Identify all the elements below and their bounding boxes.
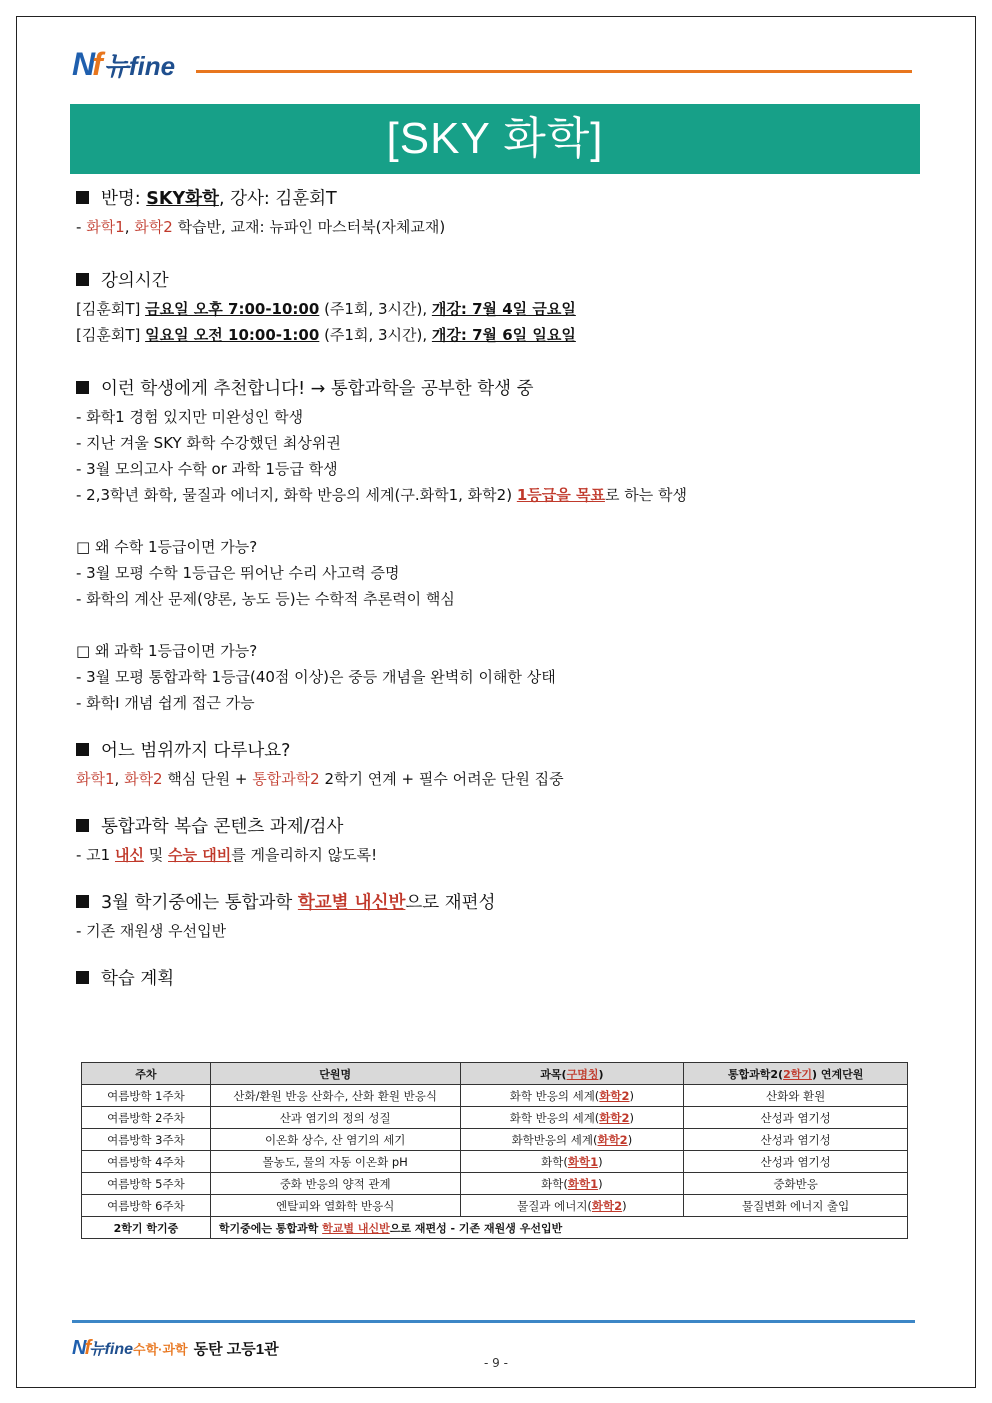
table-header-row <box>82 1063 908 1085</box>
unit-cell: 산화/환원 반응 산화수, 산화 환원 반응식 <box>210 1085 460 1107</box>
subject-cell: 화학반응의 세계(화학2) <box>460 1129 684 1151</box>
table-row <box>82 1129 908 1151</box>
schedule-row-sunday: [김훈회T] 일요일 오전 10:00-1:00 (주1회, 3시간), 개강: 7월 6일 일요일 <box>76 326 576 344</box>
subject-cell: 화학 반응의 세계(화학2) <box>460 1085 684 1107</box>
list-item: - 3월 모평 수학 1등급은 뛰어난 수리 사고력 증명 <box>76 564 400 582</box>
table-row <box>82 1173 908 1195</box>
list-item: - 지난 겨울 SKY 화학 수강했던 최상위권 <box>76 434 341 452</box>
science-reason-heading: □ 왜 과학 1등급이면 가능? <box>76 642 258 660</box>
col-header-week: 주차 <box>82 1063 211 1085</box>
subject-cell: 화학 반응의 세계(화학2) <box>460 1107 684 1129</box>
plan-heading: 학습 계획 <box>76 964 916 994</box>
brand-logo <box>72 46 175 83</box>
linked-unit-cell: 중화반응 <box>684 1173 908 1195</box>
list-item: - 화학1 경험 있지만 미완성인 학생 <box>76 408 304 426</box>
week-cell: 여름방학 4주차 <box>82 1151 211 1173</box>
table-row <box>82 1195 908 1217</box>
week-cell: 여름방학 2주차 <box>82 1107 211 1129</box>
footer-logo-mark: Nf <box>72 1337 90 1359</box>
bullet-square <box>76 191 89 204</box>
schedule-heading: 강의시간 <box>76 266 916 296</box>
reorg-heading: 3월 학기중에는 통합과학 학교별 내신반으로 재편성 <box>76 888 916 918</box>
unit-cell: 몰농도, 물의 자동 이온화 pH <box>210 1151 460 1173</box>
footer-divider <box>72 1320 915 1323</box>
week-cell: 2학기 학기중 <box>82 1217 211 1239</box>
week-cell: 여름방학 5주차 <box>82 1173 211 1195</box>
unit-cell: 산과 염기의 정의 성질 <box>210 1107 460 1129</box>
review-line: - 고1 내신 및 수능 대비를 게을리하지 않도록! <box>76 846 378 864</box>
linked-unit-cell: 산성과 염기성 <box>684 1151 908 1173</box>
class-info-heading: 반명: SKY화학, 강사: 김훈회T <box>76 184 916 214</box>
unit-cell: 엔탈피와 열화학 반응식 <box>210 1195 460 1217</box>
math-reason-heading: □ 왜 수학 1등급이면 가능? <box>76 538 258 556</box>
subject-cell: 화학(화학1) <box>460 1151 684 1173</box>
col-header-subject: 과목(구명칭) <box>460 1063 684 1085</box>
main-content <box>76 184 916 994</box>
list-item: - 2,3학년 화학, 물질과 에너지, 화학 반응의 세계(구.화학1, 화학2) 1등급을 목표로 하는 학생 <box>76 486 687 504</box>
schedule-row-friday: [김훈회T] 금요일 오후 7:00-10:00 (주1회, 3시간), 개강: 7월 4일 금요일 <box>76 300 576 318</box>
scope-line: 화학1, 화학2 핵심 단원 + 통합과학2 2학기 연계 + 필수 어려운 단원 집중 <box>76 770 564 788</box>
footer-subject: 수학·과학 <box>133 1342 188 1357</box>
semester-note-cell: 학기중에는 통합과학 학교별 내신반으로 재편성 - 기존 재원생 우선입반 <box>210 1217 907 1239</box>
unit-cell: 이온화 상수, 산 염기의 세기 <box>210 1129 460 1151</box>
bullet-square <box>76 743 89 756</box>
list-item: - 3월 모의고사 수학 or 과학 1등급 학생 <box>76 460 338 478</box>
scope-heading: 어느 범위까지 다루나요? <box>76 736 916 766</box>
page-title: [SKY 화학] <box>70 104 920 174</box>
bullet-square <box>76 273 89 286</box>
linked-unit-cell: 물질변화 에너지 출입 <box>684 1195 908 1217</box>
subject-cell: 물질과 에너지(화학2) <box>460 1195 684 1217</box>
logo-text: 뉴fine <box>103 51 176 81</box>
list-item: - 화학Ⅰ 개념 쉽게 접근 가능 <box>76 694 255 712</box>
bullet-square <box>76 819 89 832</box>
study-plan-table <box>81 1062 908 1239</box>
page-number: - 9 - <box>484 1356 508 1370</box>
linked-unit-cell: 산성과 염기성 <box>684 1107 908 1129</box>
col-header-unit: 단원명 <box>210 1063 460 1085</box>
reorg-line: - 기존 재원생 우선입반 <box>76 922 227 940</box>
table-row <box>82 1151 908 1173</box>
week-cell: 여름방학 6주차 <box>82 1195 211 1217</box>
table-row <box>82 1107 908 1129</box>
bullet-square <box>76 895 89 908</box>
header-divider <box>196 70 912 73</box>
bullet-square <box>76 971 89 984</box>
table-row-semester <box>82 1217 908 1239</box>
class-info-line: - 화학1, 화학2 학습반, 교재: 뉴파인 마스터북(자체교재) <box>76 218 446 236</box>
recommend-heading: 이런 학생에게 추천합니다! → 통합과학을 공부한 학생 중 <box>76 374 916 404</box>
review-heading: 통합과학 복습 콘텐츠 과제/검사 <box>76 812 916 842</box>
bullet-square <box>76 381 89 394</box>
linked-unit-cell: 산성과 염기성 <box>684 1129 908 1151</box>
table-row <box>82 1085 908 1107</box>
subject-cell: 화학(화학1) <box>460 1173 684 1195</box>
week-cell: 여름방학 3주차 <box>82 1129 211 1151</box>
footer-logo: Nf뉴fine수학·과학 동탄 고등1관 <box>72 1337 279 1359</box>
linked-unit-cell: 산화와 환원 <box>684 1085 908 1107</box>
col-header-linked-unit: 통합과학2(2학기) 연계단원 <box>684 1063 908 1085</box>
week-cell: 여름방학 1주차 <box>82 1085 211 1107</box>
list-item: - 3월 모평 통합과학 1등급(40점 이상)은 중등 개념을 완벽히 이해한 상태 <box>76 668 556 686</box>
unit-cell: 중화 반응의 양적 관계 <box>210 1173 460 1195</box>
logo-mark: Nf <box>72 46 100 82</box>
footer-branch: 동탄 고등1관 <box>193 1341 279 1358</box>
list-item: - 화학의 계산 문제(양론, 농도 등)는 수학적 추론력이 핵심 <box>76 590 455 608</box>
